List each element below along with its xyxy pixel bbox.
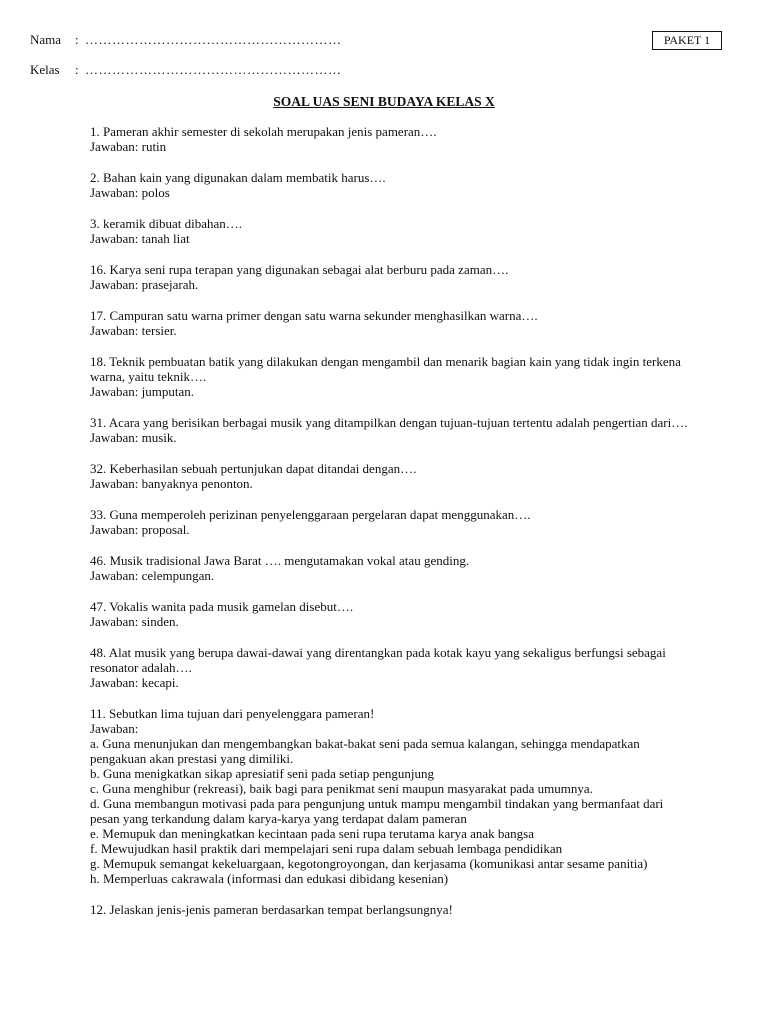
page-title: SOAL UAS SENI BUDAYA KELAS X <box>273 94 495 109</box>
answer-text: Jawaban: sinden. <box>90 614 179 629</box>
question-item <box>90 902 690 917</box>
name-label: Nama <box>30 32 62 47</box>
question-item <box>90 415 690 445</box>
name-colon: : <box>75 32 79 47</box>
answer-text: Jawaban: rutin <box>90 139 167 154</box>
question-text: 47. Vokalis wanita pada musik gamelan disebut…. <box>90 599 354 614</box>
question-item <box>90 262 690 292</box>
essay-question-text: 11. Sebutkan lima tujuan dari penyelenggara pameran! <box>90 706 375 721</box>
essay-answer-item: h. Memperluas cakrawala (informasi dan edukasi dibidang kesenian) <box>90 871 449 886</box>
question-item <box>90 308 690 338</box>
question-text: 2. Bahan kain yang digunakan dalam membatik harus…. <box>90 170 386 185</box>
class-row <box>30 62 342 78</box>
name-dots: ………………………………………………… <box>85 32 342 47</box>
answer-text: Jawaban: prasejarah. <box>90 277 199 292</box>
answer-text: Jawaban: jumputan. <box>90 384 194 399</box>
answer-text: Jawaban: musik. <box>90 430 177 445</box>
class-colon: : <box>75 62 79 77</box>
class-dots: ………………………………………………… <box>85 62 342 77</box>
question-item <box>90 170 690 200</box>
paket-box: PAKET 1 <box>652 31 722 50</box>
answer-text: Jawaban: banyaknya penonton. <box>90 476 253 491</box>
essay-answer-item: a. Guna menunjukan dan mengembangkan bakat-bakat seni pada semua kalangan, sehingga mendapatkan pengakuan akan prestasi yang dimiliki. <box>90 736 640 766</box>
answer-text: Jawaban: tanah liat <box>90 231 190 246</box>
question-item <box>90 507 690 537</box>
question-text: 18. Teknik pembuatan batik yang dilakukan dengan mengambil dan menarik bagian kain yang tidak ingin terkena warna, yaitu teknik…. <box>90 354 681 384</box>
question-item <box>90 124 690 154</box>
question-text: 48. Alat musik yang berupa dawai-dawai yang direntangkan pada kotak kayu yang sekaligus berfungsi sebagai resonator adalah…. <box>90 645 666 675</box>
essay-question <box>90 706 690 886</box>
question-text: 31. Acara yang berisikan berbagai musik yang ditampilkan dengan tujuan-tujuan tertentu adalah pengertian dari…. <box>90 415 688 430</box>
question-item <box>90 354 690 399</box>
essay-answer-label: Jawaban: <box>90 721 139 736</box>
answer-text: Jawaban: proposal. <box>90 522 190 537</box>
essay-answer-item: g. Memupuk semangat kekeluargaan, kegotongroyongan, dan kerjasama (komunikasi antar sesame panitia) <box>90 856 648 871</box>
essay-answer-item: b. Guna menigkatkan sikap apresiatif seni pada setiap pengunjung <box>90 766 435 781</box>
answer-text: Jawaban: tersier. <box>90 323 177 338</box>
question-item <box>90 461 690 491</box>
name-row <box>30 32 342 48</box>
answer-text: Jawaban: kecapi. <box>90 675 179 690</box>
question-text: 3. keramik dibuat dibahan…. <box>90 216 242 231</box>
question-item <box>90 216 690 246</box>
answer-text: Jawaban: polos <box>90 185 170 200</box>
question-text: 17. Campuran satu warna primer dengan satu warna sekunder menghasilkan warna…. <box>90 308 538 323</box>
question-text: 33. Guna memperoleh perizinan penyelenggaraan pergelaran dapat menggunakan…. <box>90 507 531 522</box>
essay-answer-item: f. Mewujudkan hasil praktik dari mempelajari seni rupa dalam sebuah lembaga pendidikan <box>90 841 563 856</box>
class-label: Kelas <box>30 62 60 77</box>
question-text: 46. Musik tradisional Jawa Barat …. mengutamakan vokal atau gending. <box>90 553 470 568</box>
questions-section <box>90 124 690 933</box>
question-text: 32. Keberhasilan sebuah pertunjukan dapat ditandai dengan…. <box>90 461 417 476</box>
question-item <box>90 645 690 690</box>
essay-answer-item: c. Guna menghibur (rekreasi), baik bagi para penikmat seni maupun masyarakat pada umumnya. <box>90 781 593 796</box>
question-text: 1. Pameran akhir semester di sekolah merupakan jenis pameran…. <box>90 124 437 139</box>
essay-answer-item: e. Memupuk dan meningkatkan kecintaan pada seni rupa terutama karya anak bangsa <box>90 826 534 841</box>
question-item <box>90 599 690 629</box>
answer-text: Jawaban: celempungan. <box>90 568 215 583</box>
essay-answer-item: d. Guna membangun motivasi pada para pengunjung untuk mampu mengambil tindakan yang bermanfaat dari pesan yang terkandung dalam karya-karya yang terdapat dalam pameran <box>90 796 664 826</box>
question-item <box>90 553 690 583</box>
question-text: 12. Jelaskan jenis-jenis pameran berdasarkan tempat berlangsungnya! <box>90 902 453 917</box>
question-text: 16. Karya seni rupa terapan yang digunakan sebagai alat berburu pada zaman…. <box>90 262 509 277</box>
